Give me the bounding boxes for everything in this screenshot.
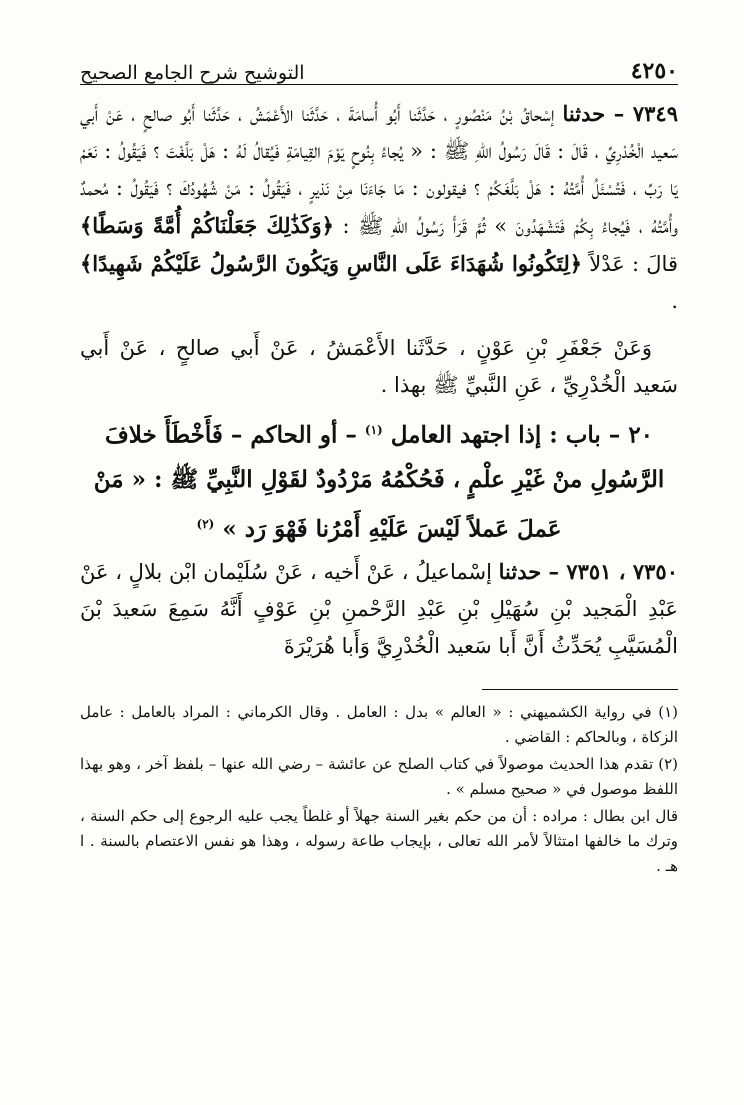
hadith-end: . xyxy=(671,289,678,313)
hadith-7349 xyxy=(80,95,678,320)
chapter-title-a: ٢٠ – باب : إذا اجتهد العامل xyxy=(390,421,654,449)
hadith-number: ٧٣٤٩ – حدثنا xyxy=(562,101,678,126)
chapter-title-b: – أو الحاكم – فَأَخْطَأَ خلافَ الرَّسُولِ منْ غَيْرِ علْمٍ ، فَحُكْمُهُ مَرْدُودٌ لقَوْلِ النَّبِيِّ ﷺ : « مَنْ عَملَ عَملاً لَيْسَ عَلَيْهِ أَمْرُنا فَهْوَ رَد » xyxy=(93,421,665,543)
chapter-heading xyxy=(80,408,678,551)
quran-verse-2: ﴿لِتَكُونُوا شُهَدَاءَ عَلَى النَّاسِ وَيَكُونَ الرَّسُولُ عَلَيْكُمْ شَهِيدًا﴾ xyxy=(80,251,583,276)
footnote-3: قال ابن بطال : مراده : أن من حكم بغير السنة جهلاً أو غلطاً يجب عليه الرجوع إلى حكم السنة ، وترك ما خالفها امتثالاً لأمر الله تعالى ، بإيجاب طاعة رسوله ، وهذا هو نفس الاعتصام بالسنة . ا هـ . xyxy=(80,807,678,876)
book-page xyxy=(80,56,678,881)
page-number: ٤٢٥٠ xyxy=(630,58,678,84)
quran-verse-1: ﴿وَكَذَٰلِكَ جَعَلْنَاكُمْ أُمَّةً وَسَطًا﴾ xyxy=(80,213,334,238)
footnote-2: (٢) تقدم هذا الحديث موصولاً في كتاب الصلح عن عائشة – رضي الله عنها – بلفظ آخر ، وهو بهذا اللفظ موصول في « صحيح مسلم » . xyxy=(80,755,678,799)
footnotes xyxy=(80,700,678,879)
hadith-text-2: إسْماعيلُ ، عَنْ أَخيه ، عَنْ سُلَيْمان ابْن بلالٍ ، عَنْ عَبْدِ الْمَجيد بْنِ سُهَيْلِ بْنِ عَبْدِ الرَّحْمنِ بْنِ عَوْفٍ أَنَّهُ سَمِعَ سَعيدَ بْنَ الْمُسَيَّبِ يُحَدِّثُ أَنَّ أَبا سَعيد الْخُدْرِيَّ وَأَبا هُرَيْرَةَ xyxy=(80,560,678,659)
footnote-ref-1: (١) xyxy=(364,423,383,437)
footnote-1: (١) في رواية الكشميهني : « العالم » بدل : العامل . وقال الكرماني : المراد بالعامل : عامل الزكاة ، وبالحاكم : القاضي . xyxy=(80,703,678,747)
book-title: التوشيح شرح الجامع الصحيح xyxy=(80,62,305,84)
footnote-ref-2: (٢) xyxy=(196,516,215,531)
hadith-7350 xyxy=(80,553,678,665)
hadith-said: قالَ : عَدْلاً xyxy=(589,252,678,276)
narration-jafar: وَعَنْ جَعْفَرِ بْنِ عَوْنٍ ، حَدَّثَنا الأَعْمَشُ ، عَنْ أَبي صالحٍ ، عَنْ أَبي سَعيد الْخُدْرِيِّ ، عَنِ النَّبيِّ ﷺ بهذا . xyxy=(80,336,678,397)
footnote-divider xyxy=(482,689,678,690)
page-header xyxy=(80,56,678,85)
main-text xyxy=(80,95,678,404)
hadith-text: إسْحاقُ بْنُ مَنْصُورٍ ، حَدَّثَنا أَبُو أُسامَةَ ، حَدَّثَنا الأَعْمَشُ ، حَدَّثَنا أَبُو صالحٍ ، عَنْ أَبي سَعيد الْخُدْرِيِّ ، قَالَ : قَالَ رَسُولُ اللهِ ﷺ : « يُجاءُ بِنُوحٍ يَوْمَ القِيامَةِ فَيُقالُ لَهُ : هَلْ بَلَّغْتَ ؟ فَيَقُولُ : نَعَمْ يَا رَبِّ ، فَتُسْئَلُ أُمَّتُهُ : هَلْ بَلَّغَكُمْ ؟ فيقولون : مَا جَاءَنَا مِنْ نَذيرٍ ، فَيَقُولُ : مَنْ شُهُودُكَ ؟ فَيَقُولُ : مُحمدٌ وأُمَّتُهُ ، فَيُجاءُ بِكُمْ فَتَشْهَدُونَ » ثُمَّ قَرَأَ رَسُولُ اللهِ ﷺ : xyxy=(80,102,678,238)
hadith-number-2: ٧٣٥٠ ، ٧٣٥١ – حدثنا xyxy=(498,559,678,585)
